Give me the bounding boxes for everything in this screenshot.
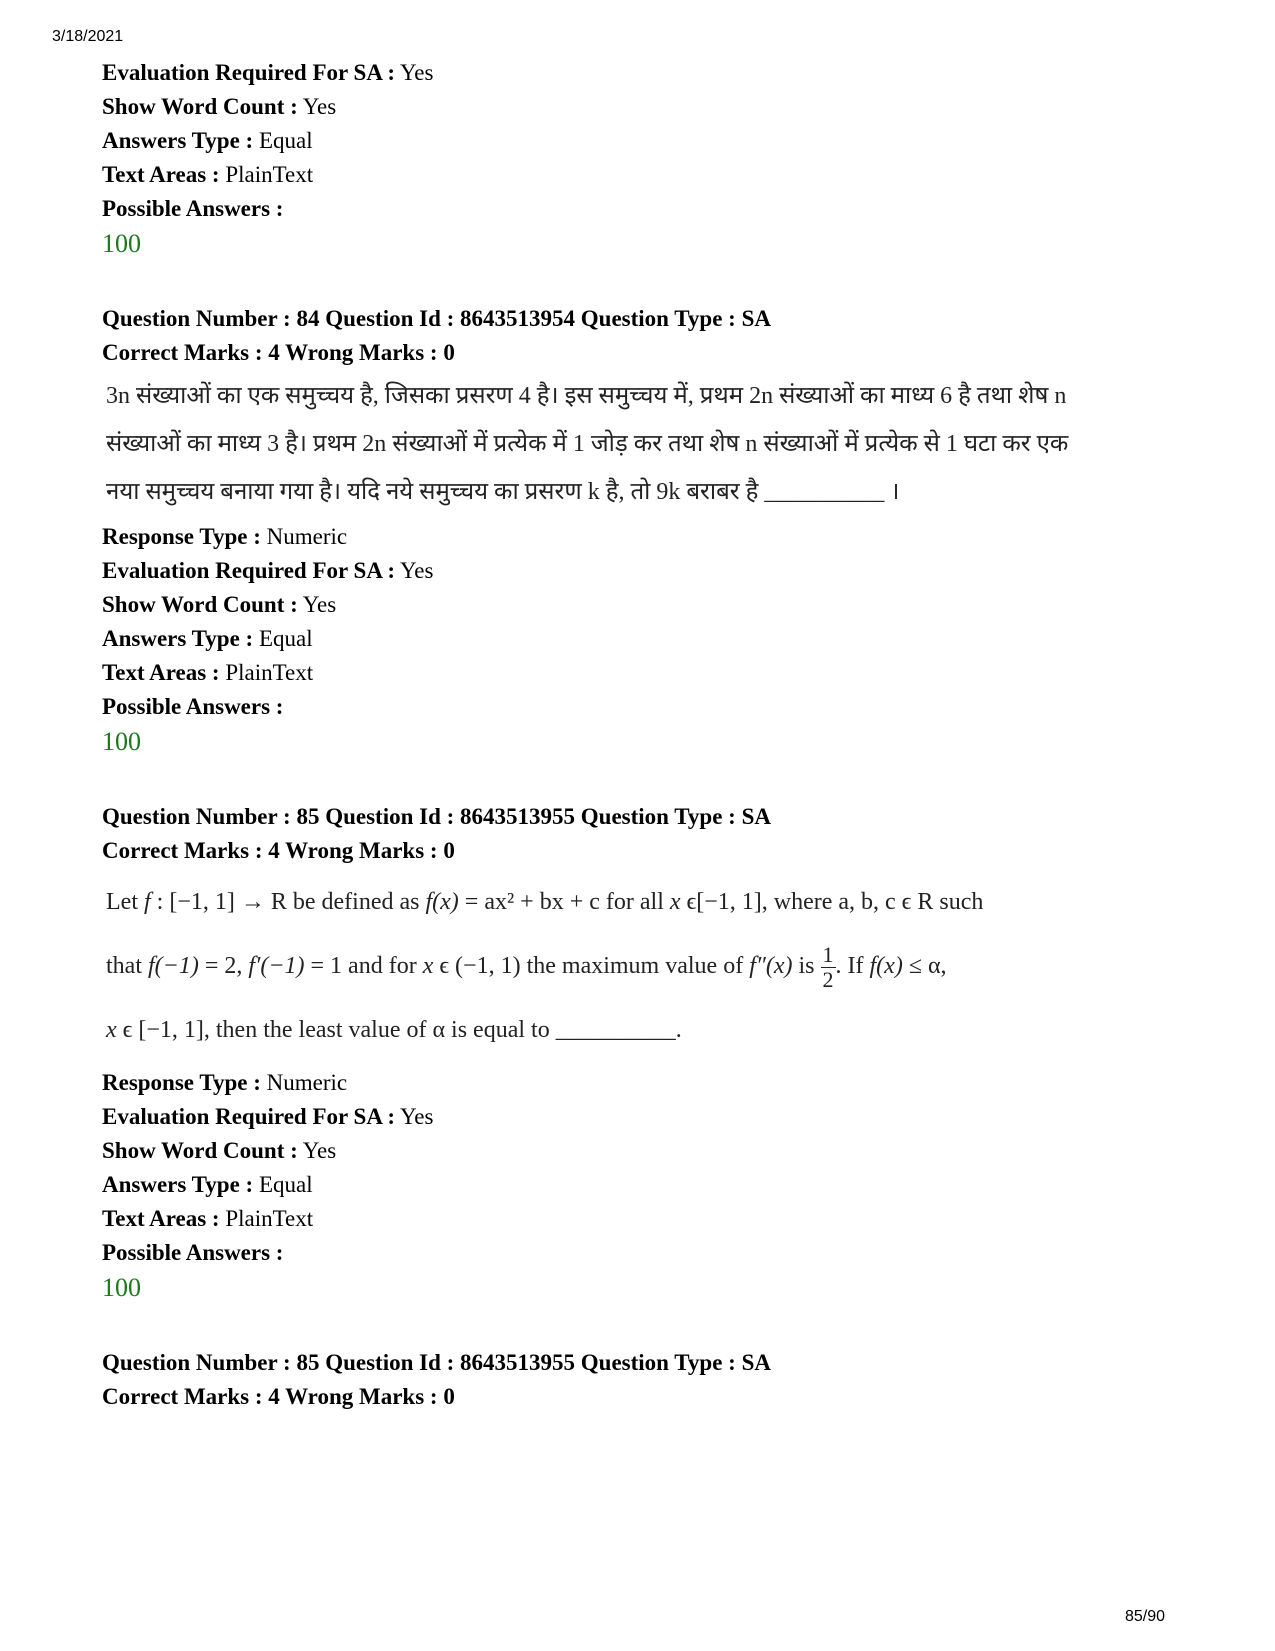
response-type-row: Response Type : Numeric: [102, 1070, 348, 1095]
show-word-count-row: Show Word Count : Yes: [102, 94, 337, 119]
possible-answer-value: 100: [102, 1273, 141, 1302]
question-84-block: [102, 302, 1202, 760]
show-word-count-row: Show Word Count : Yes: [102, 592, 337, 617]
text-areas-row: Text Areas : PlainText: [102, 1206, 314, 1231]
question-text-line: that f(−1) = 2, f′(−1) = 1 and for x ϵ (−1, 1) the maximum value of f″(x) is $\frac{1}{2}$ . If f(x) ≤ α,: [106, 941, 947, 992]
possible-answers-label: Possible Answers :: [102, 694, 284, 719]
fraction-one-half: $\frac{1}{2}$: [822, 941, 834, 992]
response-type-row: Response Type : Numeric: [102, 524, 348, 549]
question-text-line: संख्याओं का माध्य 3 है। प्रथम 2n संख्याओं में प्रत्येक में 1 जोड़ कर तथा शेष n संख्याओं में प्रत्येक से 1 घटा कर एक: [106, 431, 1069, 457]
answers-type-row: Answers Type : Equal: [102, 128, 313, 153]
question-header: Question Number : 84 Question Id : 8643513954 Question Type : SA: [102, 306, 771, 331]
question-text-image: [106, 870, 1186, 1062]
question-85-block: [102, 800, 1202, 1306]
question-marks: Correct Marks : 4 Wrong Marks : 0: [102, 340, 455, 365]
evaluation-required-row: Evaluation Required For SA : Yes: [102, 558, 434, 583]
question-header: Question Number : 85 Question Id : 8643513955 Question Type : SA: [102, 804, 771, 829]
possible-answer-value: 100: [102, 229, 141, 258]
question-marks: Correct Marks : 4 Wrong Marks : 0: [102, 838, 455, 863]
answers-type-row: Answers Type : Equal: [102, 626, 313, 651]
question-text-line: 3n संख्याओं का एक समुच्चय है, जिसका प्रसरण 4 है। इस समुच्चय में, प्रथम 2n संख्याओं का माध्य 6 है तथा शेष n: [106, 383, 1067, 409]
question-text-image: [106, 372, 1186, 516]
prev-question-block: [102, 56, 1202, 262]
possible-answers-label: Possible Answers :: [102, 1240, 284, 1265]
question-header: Question Number : 85 Question Id : 8643513955 Question Type : SA: [102, 1350, 771, 1375]
answers-type-row: Answers Type : Equal: [102, 1172, 313, 1197]
question-85-repeat-block: [102, 1346, 1202, 1414]
evaluation-required-row: Evaluation Required For SA : Yes: [102, 1104, 434, 1129]
page-number: 85/90: [1124, 1608, 1165, 1625]
question-text-line: नया समुच्चय बनाया गया है। यदि नये समुच्चय का प्रसरण k है, तो 9k बराबर है __________ ।: [106, 479, 900, 505]
show-word-count-row: Show Word Count : Yes: [102, 1138, 337, 1163]
page-content: [102, 56, 1202, 1414]
print-date: 3/18/2021: [52, 28, 124, 45]
text-areas-row: Text Areas : PlainText: [102, 660, 314, 685]
possible-answer-value: 100: [102, 727, 141, 756]
question-marks: Correct Marks : 4 Wrong Marks : 0: [102, 1384, 455, 1409]
question-text-line: x ϵ [−1, 1], then the least value of α is equal to __________.: [106, 1017, 682, 1043]
evaluation-required-row: Evaluation Required For SA : Yes: [102, 60, 434, 85]
possible-answers-label: Possible Answers :: [102, 196, 284, 221]
text-areas-row: Text Areas : PlainText: [102, 162, 314, 187]
question-text-line: Let f : [−1, 1] → R be defined as f(x) = ax² + bx + c for all x ϵ[−1, 1], where a, b, c ϵ R such: [106, 889, 984, 915]
